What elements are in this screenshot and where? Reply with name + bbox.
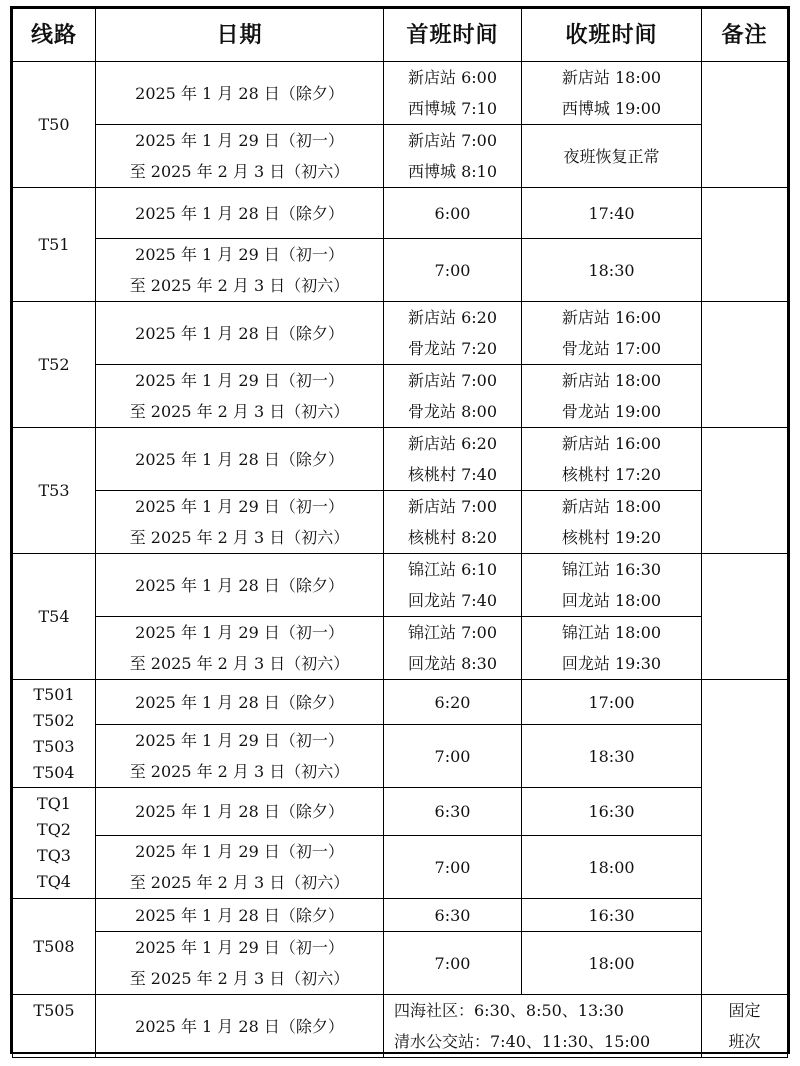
table-row	[13, 995, 788, 1058]
route-cell	[13, 788, 96, 899]
date-text: 至 2025 年 2 月 3 日（初六）	[129, 402, 350, 421]
date-text: 2025 年 1 月 28 日（除夕）	[135, 83, 344, 103]
route-name: T503	[33, 736, 75, 756]
first-bus-cell	[384, 899, 522, 932]
route-name: T501	[33, 684, 75, 704]
date-text: 2025 年 1 月 28 日（除夕）	[135, 323, 344, 343]
last-bus-time: 锦江站 18:00	[561, 623, 662, 642]
table-row	[13, 302, 788, 365]
first-bus-time: 6:30	[434, 802, 471, 821]
fixed-times-line: 清水公交站：7:40、11:30、15:00	[394, 1032, 651, 1051]
schedule-sheet	[10, 6, 790, 1054]
first-bus-cell	[384, 836, 522, 899]
first-bus-time: 新店站 6:20	[407, 308, 498, 327]
last-bus-cell	[522, 899, 702, 932]
last-bus-cell	[522, 836, 702, 899]
date-cell	[96, 899, 384, 932]
date-text: 至 2025 年 2 月 3 日（初六）	[129, 528, 350, 547]
first-bus-time: 骨龙站 7:20	[407, 339, 498, 358]
date-text: 2025 年 1 月 28 日（除夕）	[135, 575, 344, 595]
note-cell	[702, 188, 788, 302]
route-cell	[13, 428, 96, 554]
first-bus-cell	[384, 239, 522, 302]
table-row	[13, 125, 788, 188]
date-cell	[96, 680, 384, 725]
header-last-bus: 收班时间	[522, 9, 702, 62]
table-row	[13, 725, 788, 788]
last-bus-cell	[522, 239, 702, 302]
last-bus-time: 锦江站 16:30	[561, 560, 662, 579]
last-bus-time: 新店站 16:00	[561, 308, 662, 327]
route-cell	[13, 554, 96, 680]
first-bus-time: 锦江站 6:10	[407, 560, 498, 579]
last-bus-cell	[522, 932, 702, 995]
last-bus-cell	[522, 788, 702, 836]
date-text: 2025 年 1 月 29 日（初一）	[135, 938, 344, 957]
header-route: 线路	[13, 9, 96, 62]
route-name: TQ1	[37, 794, 71, 813]
date-cell	[96, 365, 384, 428]
date-text: 2025 年 1 月 29 日（初一）	[135, 842, 344, 861]
date-text: 2025 年 1 月 28 日（除夕）	[135, 905, 344, 925]
date-text: 2025 年 1 月 29 日（初一）	[135, 623, 344, 642]
table-row	[13, 491, 788, 554]
first-bus-cell	[384, 680, 522, 725]
last-bus-time: 骨龙站 19:00	[561, 402, 662, 421]
first-bus-cell	[384, 554, 522, 617]
first-bus-time: 新店站 7:00	[407, 131, 498, 150]
last-bus-cell	[522, 617, 702, 680]
first-bus-time: 6:00	[434, 203, 471, 223]
date-text: 至 2025 年 2 月 3 日（初六）	[129, 969, 350, 988]
last-bus-cell	[522, 302, 702, 365]
note-cell	[702, 62, 788, 188]
first-bus-time: 西博城 7:10	[407, 99, 498, 118]
date-cell	[96, 617, 384, 680]
first-bus-cell	[384, 788, 522, 836]
first-bus-time: 西博城 8:10	[407, 162, 498, 181]
date-cell	[96, 125, 384, 188]
last-bus-time: 回龙站 19:30	[561, 654, 662, 673]
first-bus-time: 核桃村 7:40	[407, 465, 498, 484]
date-cell	[96, 932, 384, 995]
route-name: T52	[38, 355, 70, 374]
table-row	[13, 617, 788, 680]
date-text: 2025 年 1 月 28 日（除夕）	[135, 203, 344, 223]
last-bus-time: 夜班恢复正常	[563, 146, 660, 166]
fixed-times-line: 四海社区：6:30、8:50、13:30	[394, 1001, 624, 1020]
route-cell	[13, 302, 96, 428]
last-bus-time: 新店站 18:00	[561, 497, 662, 516]
note-cell	[702, 995, 788, 1058]
first-bus-time: 新店站 6:00	[407, 68, 498, 87]
table-row	[13, 188, 788, 239]
table-row	[13, 365, 788, 428]
route-name: T50	[38, 115, 70, 134]
date-cell	[96, 188, 384, 239]
first-bus-time: 骨龙站 8:00	[407, 402, 498, 421]
route-name: T505	[33, 1001, 75, 1020]
first-bus-cell	[384, 428, 522, 491]
date-text: 2025 年 1 月 29 日（初一）	[135, 245, 344, 264]
table-row	[13, 788, 788, 836]
last-bus-time: 骨龙站 17:00	[561, 339, 662, 358]
route-name: TQ2	[37, 820, 71, 839]
date-cell	[96, 491, 384, 554]
last-bus-time: 核桃村 19:20	[561, 528, 662, 547]
note-cell	[702, 302, 788, 428]
last-bus-cell	[522, 365, 702, 428]
date-text: 至 2025 年 2 月 3 日（初六）	[129, 873, 350, 892]
first-bus-time: 回龙站 8:30	[407, 654, 498, 673]
date-cell	[96, 428, 384, 491]
date-cell	[96, 239, 384, 302]
first-bus-cell	[384, 302, 522, 365]
table-row	[13, 428, 788, 491]
first-bus-cell	[384, 725, 522, 788]
last-bus-time: 18:00	[588, 953, 635, 973]
table-row	[13, 239, 788, 302]
note-text: 班次	[728, 1032, 761, 1051]
header-row	[13, 9, 788, 62]
date-cell	[96, 788, 384, 836]
last-bus-cell	[522, 125, 702, 188]
route-name: TQ4	[37, 872, 71, 891]
date-text: 2025 年 1 月 29 日（初一）	[135, 497, 344, 516]
header-note: 备注	[702, 9, 788, 62]
first-bus-cell	[384, 188, 522, 239]
header-first-bus: 首班时间	[384, 9, 522, 62]
first-bus-cell	[384, 62, 522, 125]
first-bus-time: 7:00	[434, 746, 471, 766]
date-text: 2025 年 1 月 28 日（除夕）	[135, 692, 344, 712]
last-bus-time: 18:30	[588, 746, 635, 766]
last-bus-time: 16:30	[588, 802, 635, 821]
last-bus-time: 新店站 18:00	[561, 68, 662, 87]
last-bus-cell	[522, 680, 702, 725]
first-bus-cell	[384, 365, 522, 428]
last-bus-cell	[522, 491, 702, 554]
first-bus-cell	[384, 125, 522, 188]
date-text: 2025 年 1 月 29 日（初一）	[135, 371, 344, 390]
route-name: T504	[33, 762, 75, 782]
first-bus-cell	[384, 617, 522, 680]
date-text: 2025 年 1 月 28 日（除夕）	[135, 802, 344, 821]
date-cell	[96, 554, 384, 617]
first-bus-cell	[384, 491, 522, 554]
last-bus-time: 17:00	[588, 692, 635, 712]
date-text: 至 2025 年 2 月 3 日（初六）	[129, 654, 350, 673]
route-name: T53	[38, 481, 70, 500]
date-text: 至 2025 年 2 月 3 日（初六）	[129, 276, 350, 295]
first-bus-time: 7:00	[434, 953, 471, 973]
first-bus-time: 7:00	[434, 857, 471, 877]
route-name: T54	[38, 607, 70, 626]
last-bus-time: 16:30	[588, 905, 635, 925]
last-bus-time: 新店站 18:00	[561, 371, 662, 390]
table-row	[13, 899, 788, 932]
first-bus-time: 7:00	[434, 260, 471, 280]
first-bus-time: 6:20	[434, 692, 471, 712]
date-cell	[96, 62, 384, 125]
last-bus-time: 回龙站 18:00	[561, 591, 662, 610]
route-name: T51	[38, 235, 70, 254]
table-row	[13, 932, 788, 995]
fixed-times-cell	[384, 995, 702, 1058]
first-bus-time: 6:30	[434, 905, 471, 925]
route-cell	[13, 680, 96, 788]
route-name: T502	[33, 710, 75, 730]
date-text: 2025 年 1 月 28 日（除夕）	[135, 1016, 344, 1036]
last-bus-cell	[522, 428, 702, 491]
last-bus-cell	[522, 62, 702, 125]
note-cell	[702, 554, 788, 680]
first-bus-time: 新店站 7:00	[407, 371, 498, 390]
date-text: 至 2025 年 2 月 3 日（初六）	[129, 762, 350, 781]
route-cell	[13, 188, 96, 302]
first-bus-time: 核桃村 8:20	[407, 528, 498, 547]
first-bus-cell	[384, 932, 522, 995]
date-text: 2025 年 1 月 29 日（初一）	[135, 131, 344, 150]
last-bus-cell	[522, 725, 702, 788]
note-text: 固定	[728, 1001, 761, 1020]
route-cell	[13, 62, 96, 188]
first-bus-time: 锦江站 7:00	[407, 623, 498, 642]
date-cell	[96, 836, 384, 899]
table-row	[13, 680, 788, 725]
last-bus-cell	[522, 188, 702, 239]
route-cell	[13, 899, 96, 995]
last-bus-time: 18:30	[588, 260, 635, 280]
date-text: 2025 年 1 月 29 日（初一）	[135, 731, 344, 750]
table-row	[13, 554, 788, 617]
header-date: 日期	[96, 9, 384, 62]
first-bus-time: 回龙站 7:40	[407, 591, 498, 610]
last-bus-time: 17:40	[588, 203, 635, 223]
last-bus-time: 西博城 19:00	[561, 99, 662, 118]
last-bus-cell	[522, 554, 702, 617]
first-bus-time: 新店站 6:20	[407, 434, 498, 453]
route-cell	[13, 995, 96, 1058]
date-cell	[96, 995, 384, 1058]
date-text: 至 2025 年 2 月 3 日（初六）	[129, 162, 350, 181]
note-cell	[702, 428, 788, 554]
last-bus-time: 核桃村 17:20	[561, 465, 662, 484]
note-cell	[702, 680, 788, 995]
route-name: T508	[33, 937, 75, 956]
bus-schedule-table	[12, 8, 788, 1058]
table-row	[13, 62, 788, 125]
route-name: TQ3	[37, 846, 71, 865]
last-bus-time: 18:00	[588, 857, 635, 877]
date-cell	[96, 302, 384, 365]
date-text: 2025 年 1 月 28 日（除夕）	[135, 449, 344, 469]
first-bus-time: 新店站 7:00	[407, 497, 498, 516]
last-bus-time: 新店站 16:00	[561, 434, 662, 453]
table-row	[13, 836, 788, 899]
date-cell	[96, 725, 384, 788]
